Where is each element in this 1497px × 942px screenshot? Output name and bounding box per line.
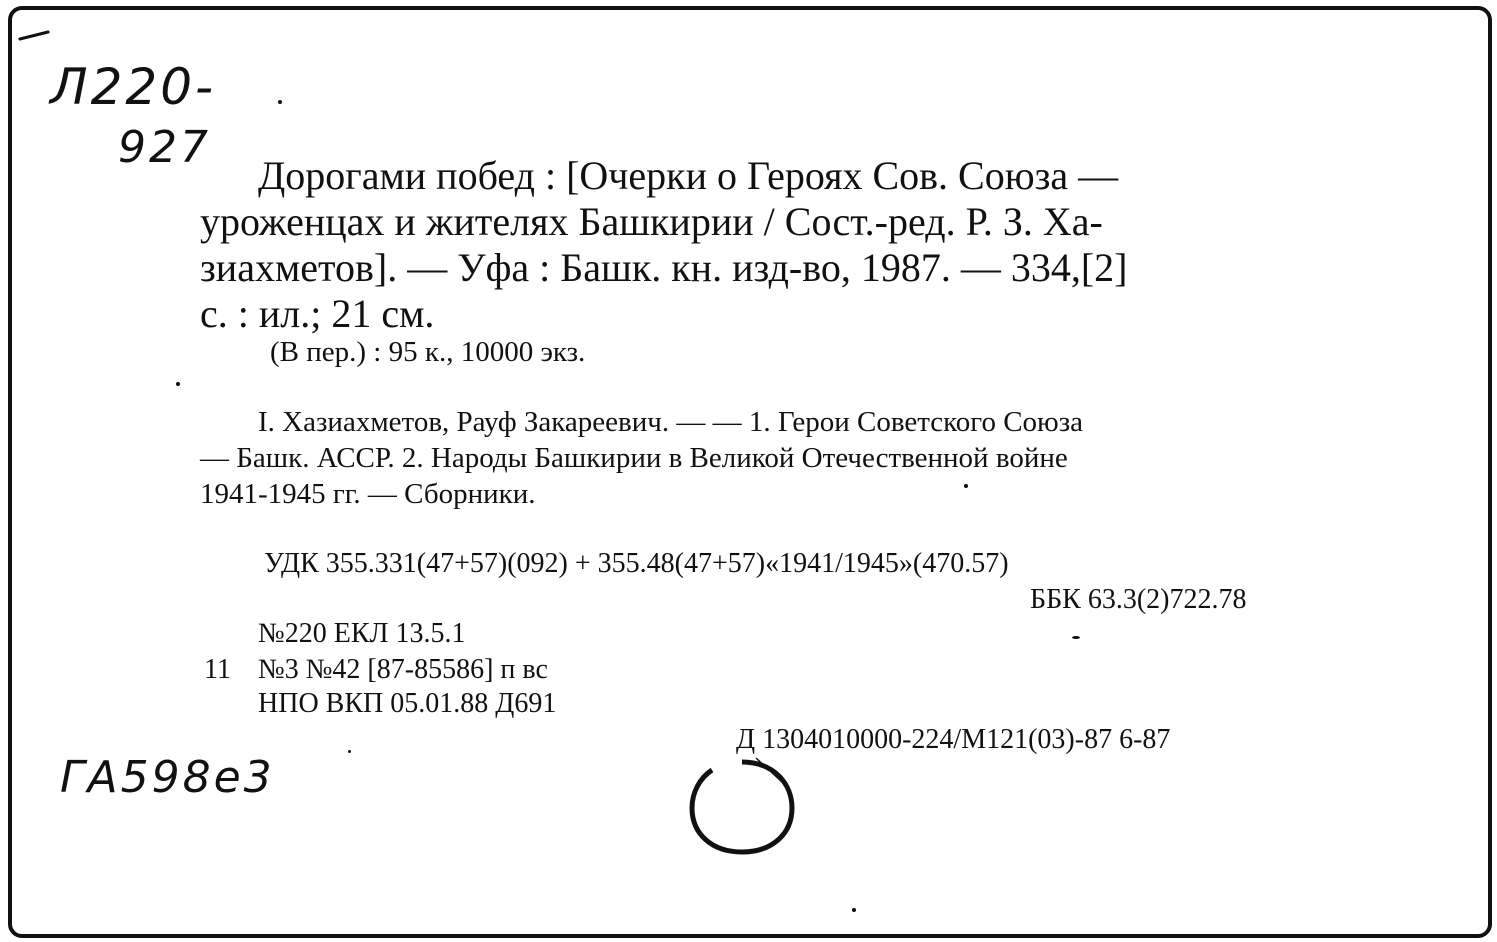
title-line-2: уроженцах и жителях Башкирии / Сост.-ред. Р. З. Ха- — [200, 199, 1103, 244]
title-line-3: зиахметов]. — Уфа : Башк. кн. изд-во, 1987. — 334,[2] — [200, 245, 1128, 290]
publisher-index: Д 1304010000-224/М121(03)-87 6-87 — [736, 724, 1171, 755]
bbk-code: ББК 63.3(2)722.78 — [1030, 584, 1247, 615]
stray-mark — [176, 382, 180, 386]
price-line: (В пер.) : 95 к., 10000 экз. — [270, 336, 586, 368]
service-line-2: №3 №42 [87-85586] п вс — [258, 654, 548, 685]
stray-mark — [348, 750, 351, 753]
stray-mark — [1072, 636, 1080, 639]
udk-code: УДК 355.331(47+57)(092) + 355.48(47+57)«1941/1945»(470.57) — [264, 548, 1009, 579]
handwritten-inventory-number: ГА598е3 — [60, 752, 275, 803]
title-line-4: с. : ил.; 21 см. — [200, 291, 435, 336]
service-line-2-prefix: 11 — [204, 654, 231, 685]
service-line-1: №220 ЕКЛ 13.5.1 — [258, 618, 466, 649]
stray-mark — [964, 484, 968, 488]
service-line-3: НПО ВКП 05.01.88 Д691 — [258, 688, 557, 719]
title-line-1: Дорогами побед : [Очерки о Героях Сов. Союза — — [258, 153, 1119, 198]
stray-mark — [278, 100, 282, 104]
handwritten-call-number-bottom: 927 — [118, 122, 211, 173]
stray-mark — [852, 908, 856, 912]
subject-line-3: 1941-1945 гг. — Сборники. — [200, 478, 536, 510]
subject-line-1: I. Хазиахметов, Рауф Закареевич. — — 1. Герои Советского Союза — [258, 406, 1084, 438]
handwritten-call-number-top: Л220- — [50, 58, 217, 116]
punch-hole-ring — [682, 752, 802, 862]
subject-line-2: — Башк. АССР. 2. Народы Башкирии в Великой Отечественной войне — [200, 442, 1068, 474]
